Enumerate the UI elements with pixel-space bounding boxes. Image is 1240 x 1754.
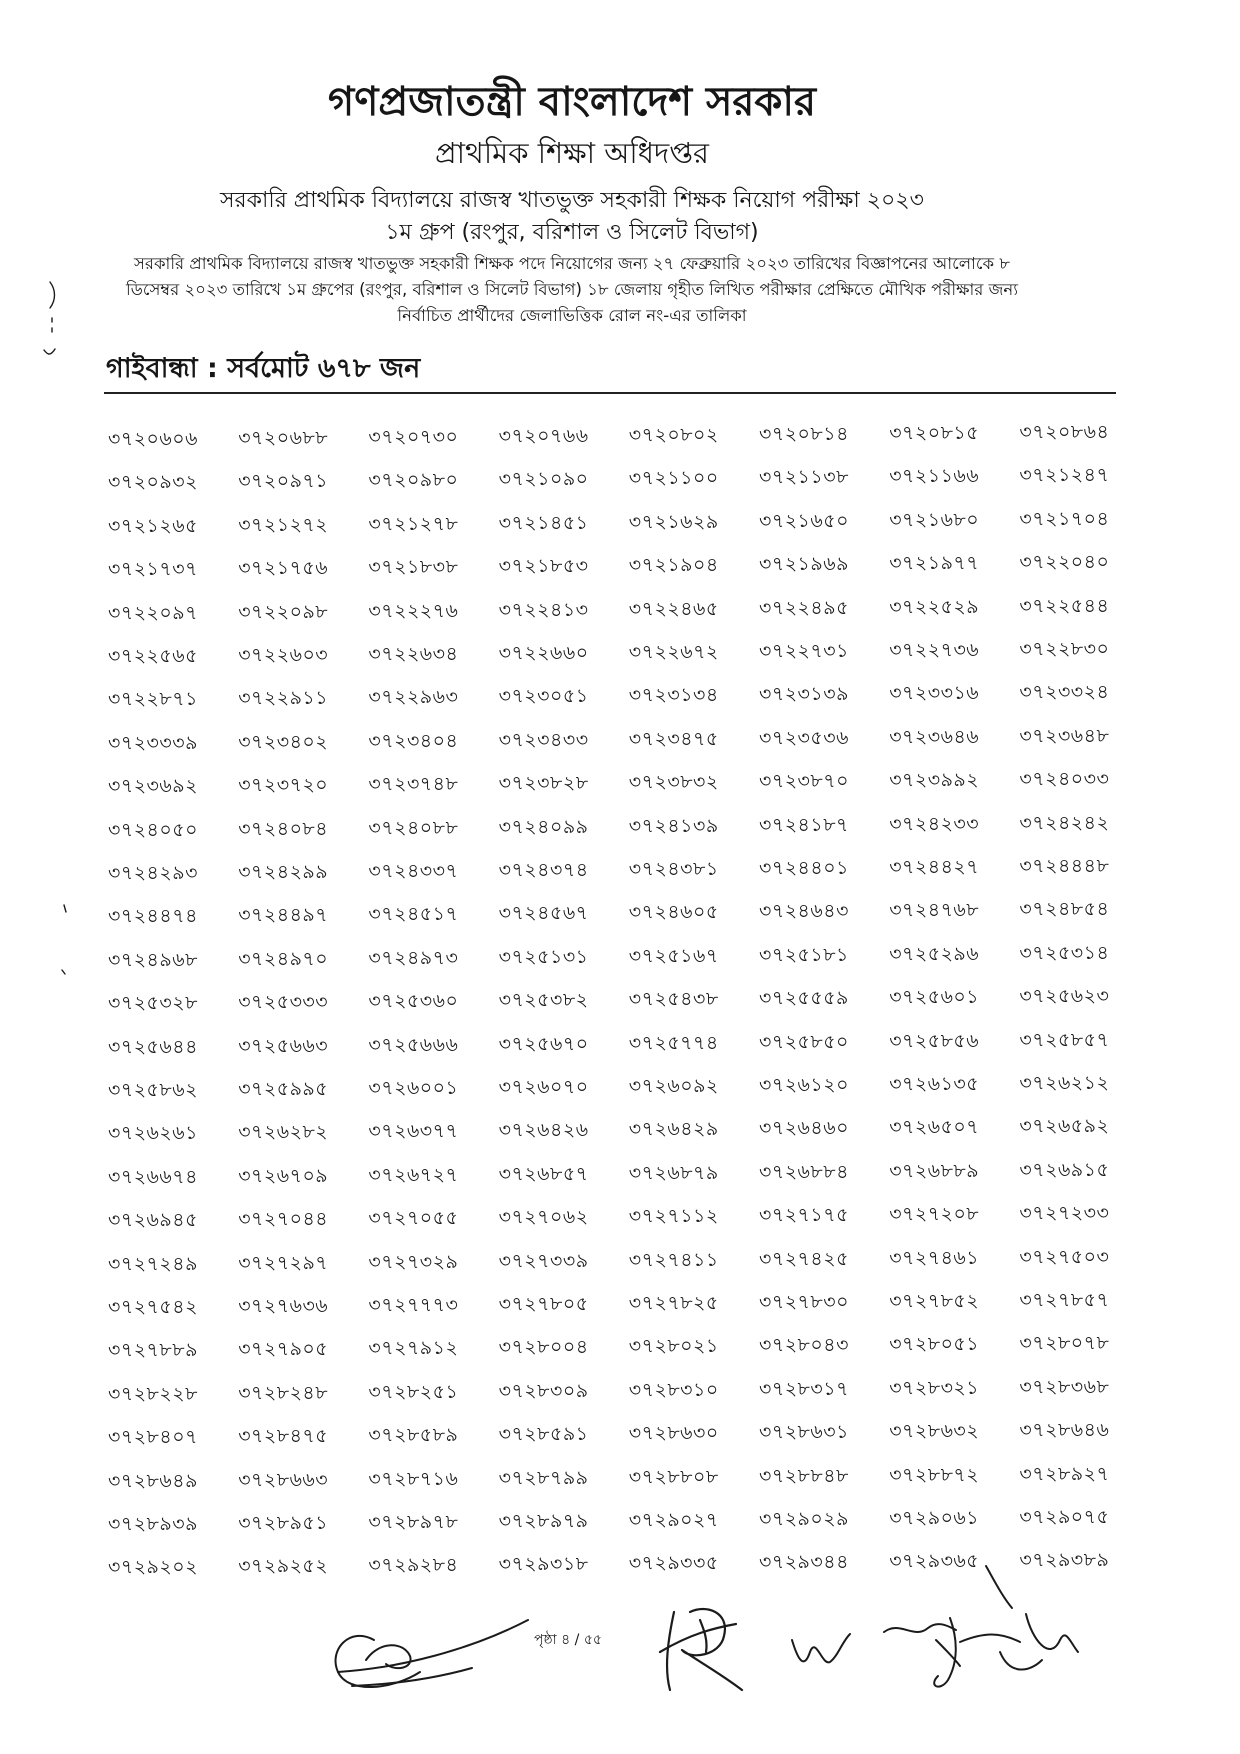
roll-number: ৩৭২২০৯৭ — [108, 601, 198, 624]
roll-number: ৩৭২৪৪৯৭ — [238, 904, 329, 927]
roll-number: ৩৭২০৮৬৪ — [1019, 421, 1110, 443]
roll-number: ৩৭২৪৫১৭ — [368, 903, 459, 926]
roll-number: ৩৭২৮৯৭৮ — [368, 1511, 459, 1533]
roll-number: ৩৭২১২৭২ — [238, 513, 329, 536]
roll-number: ৩৭২৫৬০১ — [889, 986, 980, 1009]
signature-3 — [792, 1634, 850, 1662]
roll-number: ৩৭২২৫৪৪ — [1019, 594, 1110, 617]
roll-number: ৩৭২৪৩৩৭ — [368, 860, 459, 882]
signature-2 — [660, 1609, 742, 1690]
roll-number: ৩৭২৭৮৫৭ — [1019, 1289, 1110, 1311]
roll-number: ৩৭২৭৯১২ — [368, 1337, 459, 1360]
roll-number: ৩৭২৮৯২৭ — [1019, 1462, 1110, 1485]
roll-row — [108, 724, 1168, 760]
roll-number: ৩৭২৫৮৫৭ — [1019, 1028, 1110, 1051]
roll-number: ৩৭২৯০২৭ — [628, 1509, 719, 1531]
roll-number: ৩৭২২৬৩৪ — [368, 643, 459, 665]
roll-number: ৩৭২৭৮৫২ — [889, 1290, 980, 1312]
roll-number: ৩৭২৮৯৭৯ — [498, 1510, 589, 1532]
roll-number: ৩৭২০৬০৬ — [108, 428, 198, 450]
roll-number: ৩৭২৬৮৮৯ — [889, 1159, 980, 1182]
roll-number: ৩৭২৫১৩১ — [498, 945, 589, 968]
group-title: ১ম গ্রুপ (রংপুর, বরিশাল ও সিলেট বিভাগ) — [385, 220, 759, 245]
roll-number: ৩৭২৪৫৬৭ — [498, 902, 589, 925]
roll-number: ৩৭২৪২৯৯ — [238, 861, 329, 883]
roll-row — [108, 464, 1168, 499]
roll-number: ৩৭২৬১৩৫ — [889, 1073, 980, 1095]
roll-number: ৩৭২৮২২৮ — [108, 1382, 198, 1405]
roll-number: ৩৭২২৪৬৫ — [628, 597, 719, 620]
roll-number: ৩৭২৫৩১৪ — [1019, 941, 1110, 964]
roll-number: ৩৭২৩১৩৯ — [759, 683, 849, 706]
heading-divider — [104, 392, 1116, 394]
roll-number: ৩৭২৫৮৬২ — [108, 1079, 198, 1101]
notice-line: সরকারি প্রাথমিক বিদ্যালয়ে রাজস্ব খাতভুক্ত সহকারী শিক্ষক পদে নিয়োগের জন্য ২৭ ফেব্রুয়ারি ২০২৩ তারিখের বিজ্ঞাপনের আলোকে ৮ — [134, 254, 1010, 273]
roll-number: ৩৭২৬৭২৭ — [368, 1163, 459, 1186]
roll-number: ৩৭২৮০৫১ — [889, 1333, 980, 1356]
roll-number: ৩৭২৬৯১৫ — [1019, 1158, 1110, 1181]
roll-number: ৩৭২৮২৫১ — [368, 1380, 459, 1403]
roll-number: ৩৭২৭৪২৫ — [759, 1247, 849, 1270]
roll-number: ৩৭২১৯৬৯ — [759, 553, 849, 576]
roll-number: ৩৭২৬০৯২ — [628, 1075, 719, 1097]
roll-number: ৩৭২৫৮৫৬ — [889, 1029, 980, 1052]
roll-number: ৩৭২১১০০ — [628, 467, 719, 490]
roll-number: ৩৭২৪৮৫৪ — [1019, 898, 1110, 921]
roll-number: ৩৭২৩৪৭৫ — [628, 727, 719, 750]
roll-number: ৩৭২৪২৪২ — [1019, 811, 1110, 834]
roll-number: ৩৭২০৯৭১ — [238, 470, 329, 493]
roll-number: ৩৭২৩৯৯২ — [889, 769, 980, 792]
roll-number: ৩৭২১৮৫৩ — [498, 555, 589, 578]
roll-number: ৩৭২২৫২৯ — [889, 595, 980, 618]
roll-number: ৩৭২৩৮৩২ — [628, 771, 719, 794]
roll-number: ৩৭২৫৩২৮ — [108, 992, 198, 1015]
government-title: গণপ্রজাতন্ত্রী বাংলাদেশ সরকার — [328, 79, 816, 125]
roll-number: ৩৭২৬৩৭৭ — [368, 1120, 459, 1143]
roll-number: ৩৭২৮৭১৬ — [368, 1467, 459, 1490]
roll-number: ৩৭২৭২৩৩ — [1019, 1202, 1110, 1225]
roll-number: ৩৭২৯৩৮৯ — [1019, 1549, 1110, 1572]
roll-number: ৩৭২৪০৮৪ — [238, 817, 329, 840]
roll-number: ৩৭২৬৫৯২ — [1019, 1115, 1110, 1138]
roll-number: ৩৭২৭৮৩০ — [759, 1291, 849, 1313]
roll-number: ৩৭২১৭০৪ — [1019, 507, 1110, 530]
margin-marks — [44, 282, 66, 974]
roll-number: ৩৭২৪১৩৯ — [628, 814, 719, 837]
roll-number: ৩৭২০৯৩২ — [108, 471, 198, 494]
roll-number: ৩৭২৪৩৮১ — [628, 858, 719, 880]
roll-number: ৩৭২৭৪১১ — [628, 1248, 719, 1271]
roll-row — [108, 768, 1168, 803]
roll-number: ৩৭২৩১৩৪ — [628, 684, 719, 707]
roll-number: ৩৭২৮৩০৯ — [498, 1379, 589, 1402]
roll-number: ৩৭২৩৩১৬ — [889, 682, 980, 705]
roll-number: ৩৭২০৬৮৮ — [238, 427, 329, 449]
roll-number: ৩৭২৫৩৩৩ — [238, 991, 329, 1014]
roll-number: ৩৭২৩০৫১ — [498, 685, 589, 708]
roll-number: ৩৭২২৯১১ — [238, 687, 329, 710]
roll-number: ৩৭২৫৬৬৩ — [238, 1034, 329, 1057]
roll-number: ৩৭২৭৬৩৬ — [238, 1295, 329, 1317]
roll-number: ৩৭২০৭৬৬ — [498, 425, 589, 447]
roll-number: ৩৭২৩৪০২ — [238, 730, 329, 753]
roll-number: ৩৭২৫১৮১ — [759, 943, 849, 966]
page-number: পৃষ্ঠা ৪ / ৫৫ — [534, 1632, 603, 1648]
roll-number: ৩৭২৫৩৮২ — [498, 989, 589, 1012]
roll-number: ৩৭২০৮১৪ — [759, 423, 849, 445]
roll-number: ৩৭২১৪৫১ — [498, 511, 589, 534]
roll-number: ৩৭২১৯০৪ — [628, 554, 719, 577]
roll-number: ৩৭২৭৫০৩ — [1019, 1245, 1110, 1268]
roll-number: ৩৭২৬০৭০ — [498, 1076, 589, 1098]
margin-mark — [64, 905, 66, 912]
roll-number: ৩৭২৪৪২৭ — [889, 856, 980, 878]
roll-number: ৩৭২৭১১২ — [628, 1205, 719, 1228]
roll-number: ৩৭২১১৬৬ — [889, 465, 980, 488]
roll-number: ৩৭২৫২৯৬ — [889, 942, 980, 965]
roll-number: ৩৭২৮০০৪ — [498, 1336, 589, 1359]
roll-number: ৩৭২৬৮৭৯ — [628, 1161, 719, 1184]
roll-number: ৩৭২৮৬৪৯ — [108, 1469, 198, 1492]
roll-number: ৩৭২৪০৯৯ — [498, 815, 589, 838]
roll-number: ৩৭২০৯৮০ — [368, 469, 459, 492]
roll-number: ৩৭২৬৮৫৭ — [498, 1162, 589, 1185]
roll-number: ৩৭২১৭৩৭ — [108, 558, 198, 581]
roll-number: ৩৭২৫৭৭৪ — [628, 1031, 719, 1054]
roll-number: ৩৭২৭১৭৫ — [759, 1204, 849, 1227]
roll-number: ৩৭২৯২৮৪ — [368, 1554, 459, 1577]
roll-number: ৩৭২৩৫৩৬ — [759, 726, 849, 749]
roll-number: ৩৭২৮২৪৮ — [238, 1381, 329, 1404]
roll-number: ৩৭২৮৬৩০ — [628, 1422, 719, 1445]
roll-number: ৩৭২২৭৩৬ — [889, 639, 980, 661]
roll-number: ৩৭২৮৬৩২ — [889, 1420, 980, 1443]
roll-number: ৩৭২১৮৩৮ — [368, 556, 459, 579]
roll-number: ৩৭২৮৫৮৯ — [368, 1424, 459, 1447]
roll-number: ৩৭২৭০৬২ — [498, 1206, 589, 1229]
roll-number: ৩৭২৫৬৭০ — [498, 1032, 589, 1055]
roll-number: ৩৭২৩৪০৪ — [368, 729, 459, 752]
roll-number: ৩৭২৭৯০৫ — [238, 1338, 329, 1361]
roll-number: ৩৭২৭৩৩৯ — [498, 1249, 589, 1272]
roll-number: ৩৭২৮৫৯১ — [498, 1423, 589, 1446]
roll-number: ৩৭২৬০০১ — [368, 1077, 459, 1099]
roll-row — [108, 811, 1168, 847]
roll-number: ৩৭২৭২৪৯ — [108, 1252, 198, 1275]
roll-number: ৩৭২৫৬৬৬ — [368, 1033, 459, 1056]
roll-number: ৩৭২৪৭৬৮ — [889, 899, 980, 922]
roll-number: ৩৭২৩৭২০ — [238, 774, 329, 797]
roll-number-list — [108, 421, 1168, 1596]
roll-number: ৩৭২৮৯৫১ — [238, 1512, 329, 1534]
roll-row — [108, 421, 1168, 456]
roll-number: ৩৭২২৯৬৩ — [368, 686, 459, 709]
roll-number: ৩৭২৫৩৬০ — [368, 990, 459, 1013]
roll-row — [108, 1028, 1168, 1064]
notice-line: নির্বাচিত প্রার্থীদের জেলাভিত্তিক রোল নং-এর তালিকা — [397, 306, 747, 325]
roll-number: ৩৭২৪৯৭৩ — [368, 946, 459, 969]
roll-row — [108, 1115, 1168, 1150]
roll-number: ৩৭২৬১২০ — [759, 1074, 849, 1096]
roll-number: ৩৭২৮৭৯৯ — [498, 1466, 589, 1489]
roll-number: ৩৭২৬৭০৯ — [238, 1164, 329, 1187]
roll-number: ৩৭২৮০৪৩ — [759, 1334, 849, 1357]
roll-number: ৩৭২৭০৪৪ — [238, 1208, 329, 1231]
roll-row — [108, 1332, 1168, 1367]
roll-row — [108, 985, 1168, 1020]
margin-tick — [44, 349, 55, 354]
roll-row — [108, 681, 1168, 716]
roll-row — [108, 941, 1168, 977]
roll-row — [108, 1158, 1168, 1194]
roll-number: ৩৭২৫৪৩৮ — [628, 988, 719, 1011]
roll-row — [108, 638, 1168, 673]
roll-number: ৩৭২২৪৯৫ — [759, 596, 849, 619]
roll-number: ৩৭২৬২৮২ — [238, 1121, 329, 1144]
roll-number: ৩৭২৫১৬৭ — [628, 944, 719, 967]
roll-row — [108, 1375, 1168, 1411]
roll-number: ৩৭২৮৪৭৫ — [238, 1425, 329, 1448]
roll-number: ৩৭২৯০৬১ — [889, 1507, 980, 1529]
roll-number: ৩৭২৬৪২৬ — [498, 1119, 589, 1142]
roll-number: ৩৭২১১৩৮ — [759, 466, 849, 489]
roll-number: ৩৭২৮৮৭২ — [889, 1463, 980, 1486]
roll-number: ৩৭২৮৩৬৮ — [1019, 1375, 1110, 1398]
roll-number: ৩৭২৬৮৮৪ — [759, 1160, 849, 1183]
roll-number: ৩৭২৮০৭৮ — [1019, 1332, 1110, 1355]
roll-row — [108, 1462, 1168, 1498]
roll-number: ৩৭২১৬৮০ — [889, 508, 980, 531]
roll-number: ৩৭২১০৯০ — [498, 468, 589, 491]
roll-number: ৩৭২৩৬৪৬ — [889, 725, 980, 748]
roll-number: ৩৭২৬৫০৭ — [889, 1116, 980, 1139]
roll-number: ৩৭২৮৩১০ — [628, 1378, 719, 1401]
roll-number: ৩৭২৩৩৩৯ — [108, 731, 198, 754]
roll-row — [108, 855, 1168, 890]
roll-number: ৩৭২৬৪২৯ — [628, 1118, 719, 1141]
roll-number: ৩৭২২৬৭২ — [628, 641, 719, 663]
roll-number: ৩৭২৭২৯৭ — [238, 1251, 329, 1274]
roll-number: ৩৭২৮০২১ — [628, 1335, 719, 1358]
roll-number: ৩৭২২৮৩০ — [1019, 638, 1110, 660]
roll-number: ৩৭২৬৬৭৪ — [108, 1165, 198, 1188]
roll-number: ৩৭২৩৪৩৩ — [498, 728, 589, 751]
roll-number: ৩৭২৭২০৮ — [889, 1203, 980, 1226]
roll-number: ৩৭২৪০৫০ — [108, 818, 198, 841]
roll-number: ৩৭২১২৬৫ — [108, 514, 198, 537]
roll-row — [108, 1072, 1168, 1107]
roll-number: ৩৭২৩৭৪৮ — [368, 773, 459, 796]
roll-number: ৩৭২৭৮২৫ — [628, 1292, 719, 1314]
roll-number: ৩৭২২৫৬৫ — [108, 645, 198, 667]
roll-number: ৩৭২৪৯৭০ — [238, 947, 329, 970]
exam-title: সরকারি প্রাথমিক বিদ্যালয়ে রাজস্ব খাতভুক্ত সহকারী শিক্ষক নিয়োগ পরীক্ষা ২০২৩ — [220, 188, 924, 213]
roll-number: ৩৭২৮৮০৮ — [628, 1465, 719, 1488]
roll-number: ৩৭২৩৮২৮ — [498, 772, 589, 795]
department-title: প্রাথমিক শিক্ষা অধিদপ্তর — [434, 136, 709, 170]
roll-number: ৩৭২৯২৫২ — [238, 1555, 329, 1578]
roll-number: ৩৭২৬২৬১ — [108, 1122, 198, 1145]
roll-number: ৩৭২৭৮০৫ — [498, 1293, 589, 1315]
notice-line: ডিসেম্বর ২০২৩ তারিখে ১ম গ্রুপের (রংপুর, বরিশাল ও সিলেট বিভাগ) ১৮ জেলায় গৃহীত লিখিত পরীক্ষার প্রেক্ষিতে মৌখিক পরীক্ষার জন্য — [126, 280, 1018, 299]
roll-row — [108, 1506, 1168, 1541]
roll-number: ৩৭২২০৪০ — [1019, 551, 1110, 574]
roll-row — [108, 1419, 1168, 1454]
roll-number: ৩৭২২৬৬০ — [498, 642, 589, 664]
roll-number: ৩৭২২৬০৩ — [238, 644, 329, 666]
roll-number: ৩৭২৪২৩৩ — [889, 812, 980, 835]
roll-number: ৩৭২৯২০২ — [108, 1556, 198, 1579]
roll-number: ৩৭২৪৪৭৪ — [108, 905, 198, 928]
roll-number: ৩৭২৯০২৯ — [759, 1508, 849, 1530]
roll-number: ৩৭২৪৪৪৮ — [1019, 855, 1110, 877]
roll-number: ৩৭২১৯৭৭ — [889, 552, 980, 575]
roll-number: ৩৭২১৭৫৬ — [238, 557, 329, 580]
roll-number: ৩৭২৮৬৬৩ — [238, 1468, 329, 1491]
roll-number: ৩৭২৬৯৪৫ — [108, 1209, 198, 1232]
roll-number: ৩৭২৯০৭৫ — [1019, 1506, 1110, 1528]
roll-number: ৩৭২০৮১৫ — [889, 422, 980, 444]
roll-number: ৩৭২৭০৫৫ — [368, 1207, 459, 1230]
roll-number: ৩৭২৭৮৮৯ — [108, 1339, 198, 1362]
roll-number: ৩৭২৯৩৬৫ — [889, 1550, 980, 1573]
roll-number: ৩৭২৮৯৩৯ — [108, 1513, 198, 1535]
roll-number: ৩৭২৮৮৪৮ — [759, 1464, 849, 1487]
roll-number: ৩৭২৩৬৯২ — [108, 775, 198, 798]
roll-number: ৩৭২২৪১৩ — [498, 598, 589, 621]
roll-number: ৩৭২৬৪৬০ — [759, 1117, 849, 1140]
roll-number: ৩৭২৪৬০৫ — [628, 901, 719, 924]
roll-number: ৩৭২৪৯৬৮ — [108, 948, 198, 971]
roll-number: ৩৭২৩৬৪৮ — [1019, 724, 1110, 747]
roll-number: ৩৭২২৭৩১ — [759, 640, 849, 662]
margin-mark — [62, 970, 65, 974]
roll-number: ৩৭২৪৩৭৪ — [498, 859, 589, 881]
roll-number: ৩৭২৭৩২৯ — [368, 1250, 459, 1273]
roll-number: ৩৭২৫৯৯৫ — [238, 1078, 329, 1100]
roll-row — [108, 507, 1168, 543]
roll-number: ৩৭২৫৬৪৪ — [108, 1035, 198, 1058]
roll-number: ৩৭২৩৮৭০ — [759, 770, 849, 793]
roll-number: ৩৭২৫৫৫৯ — [759, 987, 849, 1010]
roll-number: ৩৭২৪০৮৮ — [368, 816, 459, 839]
roll-number: ৩৭২৪১৮৭ — [759, 813, 849, 836]
roll-number: ৩৭২৮৩১৭ — [759, 1377, 849, 1400]
roll-row — [108, 1289, 1168, 1324]
roll-row — [108, 898, 1168, 933]
district-heading: গাইবান্ধা : সর্বমোট ৬৭৮ জন — [106, 353, 421, 384]
roll-number: ৩৭২৬২১২ — [1019, 1072, 1110, 1094]
roll-number: ৩৭২৮৬৪৬ — [1019, 1419, 1110, 1442]
roll-number: ৩৭২৪২৯৩ — [108, 862, 198, 884]
roll-row — [108, 1549, 1168, 1584]
roll-number: ৩৭২৫৮৫০ — [759, 1030, 849, 1053]
roll-number: ৩৭২১২৪৭ — [1019, 464, 1110, 487]
roll-number: ৩৭২২০৯৮ — [238, 600, 329, 623]
roll-number: ৩৭২১২৭৮ — [368, 512, 459, 535]
roll-number: ৩৭২৮৪০৭ — [108, 1426, 198, 1449]
roll-number: ৩৭২৮৬৩১ — [759, 1421, 849, 1444]
roll-number: ৩৭২১৬৫০ — [759, 509, 849, 532]
roll-row — [108, 1245, 1168, 1281]
roll-number: ৩৭২৭৫৪২ — [108, 1296, 198, 1318]
roll-number: ৩৭২৯৩১৮ — [498, 1553, 589, 1576]
roll-number: ৩৭২৯৩৩৫ — [628, 1552, 719, 1575]
roll-number: ৩৭২২২৭৬ — [368, 599, 459, 622]
roll-number: ৩৭২৯৩৪৪ — [759, 1551, 849, 1574]
roll-number: ৩৭২৭৭৭৩ — [368, 1294, 459, 1316]
roll-number: ৩৭২৭৪৬১ — [889, 1246, 980, 1269]
signature-1 — [336, 1620, 528, 1687]
roll-row — [108, 1202, 1168, 1237]
roll-number: ৩৭২১৬২৯ — [628, 510, 719, 533]
roll-number: ৩৭২৩৩২৪ — [1019, 681, 1110, 704]
roll-row — [108, 594, 1168, 630]
roll-number: ৩৭২৫৬২৩ — [1019, 985, 1110, 1008]
roll-number: ৩৭২০৮০২ — [628, 424, 719, 446]
roll-number: ৩৭২০৭৩০ — [368, 426, 459, 448]
roll-row — [108, 551, 1168, 586]
roll-number: ৩৭২৮৩২১ — [889, 1376, 980, 1399]
roll-number: ৩৭২৪৪০১ — [759, 857, 849, 879]
roll-number: ৩৭২৪৬৪৩ — [759, 900, 849, 923]
roll-number: ৩৭২৪০৩৩ — [1019, 768, 1110, 791]
roll-number: ৩৭২২৮৭১ — [108, 688, 198, 711]
